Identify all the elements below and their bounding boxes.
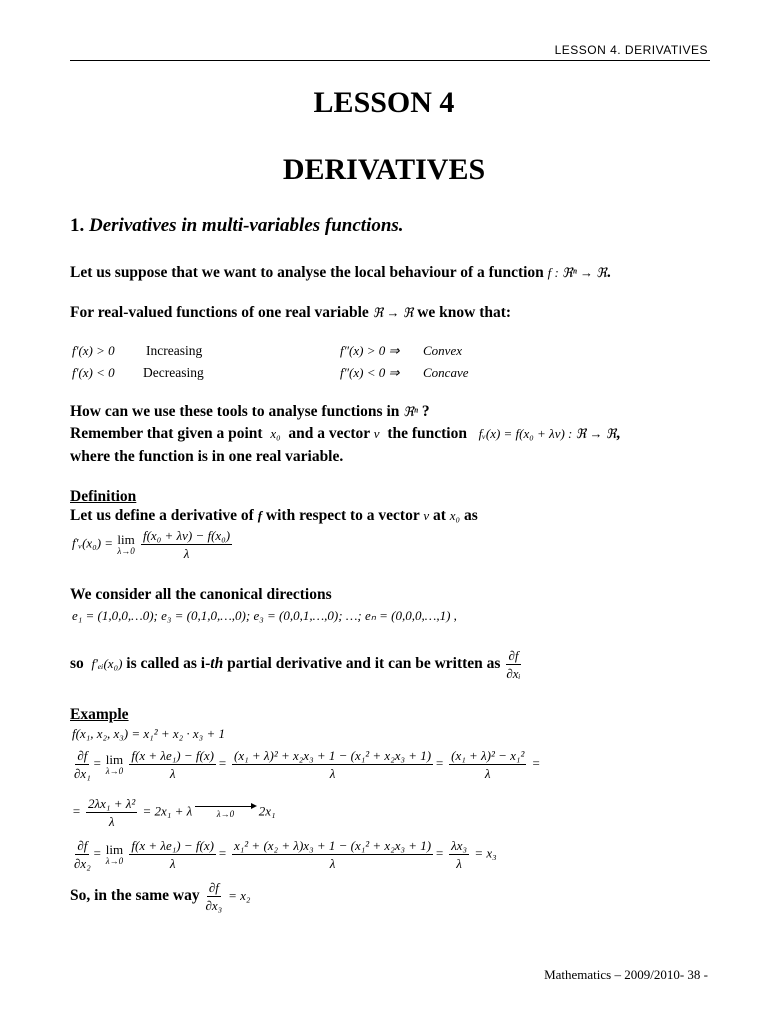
running-header: LESSON 4. DERIVATIVES	[554, 43, 708, 57]
topic-title: DERIVATIVES	[282, 153, 486, 186]
definition-heading: Definition	[70, 488, 137, 505]
table-word-1: Increasing	[146, 343, 203, 358]
d2-lhs-num: ∂f	[77, 838, 88, 853]
d2-lim: lim	[105, 842, 124, 857]
example-heading: Example	[70, 706, 129, 723]
table-cond-1: f′(x) > 0	[72, 343, 115, 358]
remember-text-a: Remember that given a point	[70, 425, 263, 442]
rn-math: ℜⁿ	[403, 404, 418, 419]
partial-math: f′ₑᵢ(x₀)	[91, 656, 123, 672]
d1-f-num: f(x + λe₁) − f(x)	[131, 748, 214, 763]
table-cond-4: f″(x) < 0 ⇒	[340, 365, 400, 380]
d1-frac-b	[232, 748, 433, 781]
d2-b-den: λ	[329, 856, 336, 871]
f-symbol: f	[257, 508, 263, 523]
intro-line-1: Let us suppose that we want to analyse the local behaviour of a function f : ℜⁿ → ℜ.	[70, 264, 611, 281]
table-word-3: Decreasing	[143, 365, 204, 380]
intro-text-2a: For real-valued functions of one real variable	[70, 304, 369, 321]
d2-c-num: λx₃	[451, 838, 468, 853]
d3-frac	[205, 880, 222, 913]
d1-frac-f	[129, 748, 216, 781]
definition-text-c: at	[432, 507, 446, 524]
section-number: 1.	[70, 215, 85, 236]
d1-l2-den: λ	[108, 814, 115, 829]
d1-l2-frac	[86, 796, 137, 829]
page-footer: Mathematics – 2009/2010- 38 -	[544, 967, 708, 982]
d1-lhs	[74, 748, 91, 781]
comma: ,	[616, 425, 621, 442]
question-text: How can we use these tools to analyse functions in	[70, 403, 400, 420]
vector-math: v	[373, 426, 380, 441]
d1-lhs-num: ∂f	[77, 748, 88, 763]
v-symbol: v	[423, 508, 430, 523]
partial-th: th	[210, 655, 224, 673]
definition-text-b: with respect to a vector	[265, 507, 420, 524]
real-mapping-math: ℜ → ℜ	[372, 305, 414, 320]
partial-fraction	[506, 648, 520, 681]
d1-frac-c	[449, 748, 526, 781]
arrow-line	[195, 806, 255, 807]
d1-limit	[106, 753, 123, 776]
example-d1-line: $\frac{\partial f}{\text{∂x₁}}$ = lim λ→0 $\frac{\text{f(x + λe₁) − f(x)}}{\lambda}$ = $\frac{\text{(x₁ + λ)² + x₂x₃ + 1 − (x₁² + x₂x₃ + 1)}}{\lambda}$ = $\frac{\text{(x₁ + λ)² − x₁²}}{\lambda}$ =	[74, 748, 541, 781]
restricted-function-math: fᵥ(x) = f(x₀ + λv) : ℜ → ℜ	[478, 426, 617, 441]
d2-lhs-den: ∂x₂	[74, 856, 91, 871]
d2-limit	[106, 843, 123, 866]
same-way-line	[70, 880, 250, 913]
same-way-text: So, in the same way	[70, 887, 200, 905]
table-cond-2: f″(x) > 0 ⇒	[340, 343, 400, 358]
table-cond-3: f′(x) < 0	[72, 365, 115, 380]
d3-result: = x₂	[228, 888, 251, 904]
d3-num: ∂f	[208, 880, 219, 895]
d1-c-den: λ	[484, 766, 491, 781]
dd-lim: lim	[117, 532, 135, 547]
partial-text-b: is called as i-	[126, 655, 211, 673]
intro-line-2	[70, 304, 511, 322]
dd-denominator: λ	[183, 546, 190, 561]
intro-text-2b: we know that:	[417, 304, 512, 321]
canonical-vectors-math: e₁ = (1,0,0,…0); e₃ = (0,1,0,…,0); e₃ = (0,0,1,…,0); …; eₙ = (0,0,0,…,1) ,	[72, 608, 457, 623]
example-d1-line-2	[72, 796, 276, 829]
partial-text-c: partial derivative and it can be written as	[227, 655, 501, 673]
table-word-4: Concave	[423, 365, 469, 380]
d1-lim: lim	[105, 752, 124, 767]
remember-line-2: where the function is in one real variable.	[70, 448, 344, 465]
canonical-text: We consider all the canonical directions	[70, 586, 332, 603]
question-line	[70, 403, 430, 421]
d2-f-den: λ	[169, 856, 176, 871]
section-title: Derivatives in multi-variables functions.	[89, 215, 404, 236]
dd-lim-sub: λ→0	[117, 546, 135, 556]
dd-numerator: f(x₀ + λv) − f(x₀)	[142, 528, 231, 543]
definition-text-d: as	[463, 507, 478, 524]
d2-result: = x₃	[474, 845, 497, 861]
d2-f-num: f(x + λe₁) − f(x)	[131, 838, 214, 853]
table-word-2: Convex	[423, 343, 462, 358]
d2-frac-c	[449, 838, 469, 871]
remember-text-b: and a vector	[288, 425, 370, 442]
partial-line	[70, 648, 523, 681]
d1-b-num: (x₁ + λ)² + x₂x₃ + 1 − (x₁² + x₂x₃ + 1)	[233, 748, 432, 763]
d2-lim-sub: λ→0	[105, 856, 124, 866]
dd-limit	[117, 533, 134, 556]
d1-lim-sub: λ→0	[105, 766, 124, 776]
remember-text-c: the function	[387, 425, 467, 442]
d1-l2-result: 2x₁	[258, 803, 276, 819]
definition-text-a: Let us define a derivative of	[70, 507, 254, 524]
function-mapping-math: f : ℜⁿ → ℜ	[547, 265, 607, 280]
d1-f-den: λ	[169, 766, 176, 781]
d1-lhs-den: ∂x₁	[74, 766, 91, 781]
x0-symbol: x₀	[449, 508, 461, 523]
d1-tail: =	[531, 755, 541, 771]
directional-derivative-formula	[72, 528, 234, 561]
d1-l2-num: 2λx₁ + λ²	[88, 796, 136, 811]
point-math: x₀	[270, 426, 281, 441]
dd-lhs: f′ᵥ(x₀) =	[72, 535, 114, 551]
partial-text-a: so	[70, 655, 84, 673]
d1-l2-pre: =	[72, 803, 81, 819]
example-function: f(x₁, x₂, x₃) = x₁² + x₂ · x₃ + 1	[72, 726, 225, 741]
d1-l2-mid: = 2x₁ + λ	[142, 803, 193, 819]
definition-text	[70, 507, 478, 525]
question-mark: ?	[421, 403, 430, 420]
d2-frac-f	[129, 838, 216, 871]
d1-b-den: λ	[329, 766, 336, 781]
d2-b-num: x₁² + (x₂ + λ)x₃ + 1 − (x₁² + x₂x₃ + 1)	[233, 838, 432, 853]
arrow-label: λ→0	[216, 809, 235, 819]
d2-c-den: λ	[456, 856, 462, 871]
d2-frac-b	[232, 838, 433, 871]
example-d2-line: $\frac{\partial f}{\text{∂x₂}}$ = lim λ→0 $\frac{\text{f(x + λe₁) − f(x)}}{\lambda}$ = $\frac{\text{x₁² + (x₂ + λ)x₃ + 1 − (x₁² + x₂x₃ + 1)}}{\lambda}$ = $\frac{\text{λx₃}}{\lambda}$ = x₃	[74, 838, 497, 871]
header-rule	[70, 60, 710, 61]
partial-den: ∂xᵢ	[506, 666, 521, 681]
intro-text-1: Let us suppose that we want to analyse the local behaviour of a function	[70, 264, 544, 281]
d1-c-num: (x₁ + λ)² − x₁²	[451, 748, 525, 763]
d2-lhs	[74, 838, 91, 871]
d3-den: ∂x₃	[205, 898, 223, 913]
section-heading	[70, 215, 404, 237]
limit-arrow	[195, 806, 255, 819]
remember-line	[70, 425, 620, 443]
partial-num: ∂f	[508, 648, 519, 663]
dd-fraction	[141, 528, 232, 561]
lesson-title: LESSON 4	[313, 86, 455, 119]
